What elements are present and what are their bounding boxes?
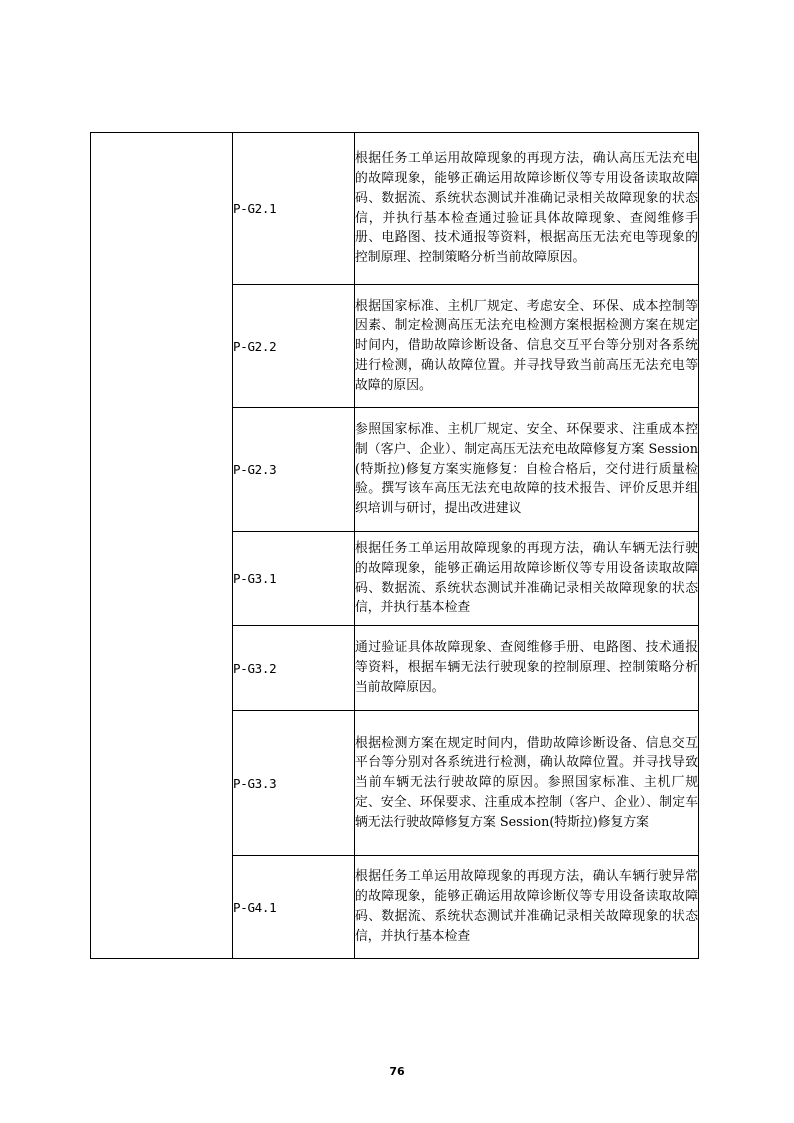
item-description: 根据任务工单运用故障现象的再现方法，确认车辆无法行驶的故障现象，能够正确运用故障诊断仪等专用设备读取故障码、数据流、系统状态测试并准确记录相关故障现象的状态信，并执行基本检查	[355, 532, 699, 626]
item-code: P-G3.2	[233, 626, 355, 711]
item-code: P-G3.3	[233, 711, 355, 856]
table-row	[91, 133, 699, 285]
item-code: P-G2.2	[233, 285, 355, 408]
page-number: 76	[389, 1065, 405, 1078]
item-code: P-G3.1	[233, 532, 355, 626]
item-description: 根据检测方案在规定时间内，借助故障诊断设备、信息交互平台等分别对各系统进行检测，确认故障位置。并寻找导致当前车辆无法行驶故障的原因。参照国家标准、主机厂规定、安全、环保要求、注重成本控制（客户、企业）、制定车辆无法行驶故障修复方案 Session(特斯拉)修复方案	[355, 711, 699, 856]
item-code: P-G2.3	[233, 408, 355, 532]
item-code: P-G2.1	[233, 133, 355, 285]
item-description: 根据任务工单运用故障现象的再现方法，确认高压无法充电的故障现象，能够正确运用故障诊断仪等专用设备读取故障码、数据流、系统状态测试并准确记录相关故障现象的状态信，并执行基本检查通过验证具体故障现象、查阅维修手册、电路图、技术通报等资料，根据高压无法充电等现象的控制原理、控制策略分析当前故障原因。	[355, 133, 699, 285]
merged-category-cell	[91, 133, 233, 959]
item-description: 通过验证具体故障现象、查阅维修手册、电路图、技术通报等资料，根据车辆无法行驶现象的控制原理、控制策略分析当前故障原因。	[355, 626, 699, 711]
item-description: 根据任务工单运用故障现象的再现方法，确认车辆行驶异常的故障现象，能够正确运用故障诊断仪等专用设备读取故障码、数据流、系统状态测试并准确记录相关故障现象的状态信，并执行基本检查	[355, 856, 699, 959]
item-description: 根据国家标准、主机厂规定、考虑安全、环保、成本控制等因素、制定检测高压无法充电检测方案根据检测方案在规定时间内，借助故障诊断设备、信息交互平台等分别对各系统进行检测，确认故障位置。并寻找导致当前高压无法充电等故障的原因。	[355, 285, 699, 408]
item-code: P-G4.1	[233, 856, 355, 959]
item-description: 参照国家标准、主机厂规定、安全、环保要求、注重成本控制（客户、企业）、制定高压无法充电故障修复方案 Session(特斯拉)修复方案实施修复：自检合格后，交付进行质量检验。撰写该车高压无法充电故障的技术报告、评价反思并组织培训与研讨，提出改进建议	[355, 408, 699, 532]
requirements-table	[90, 132, 699, 959]
